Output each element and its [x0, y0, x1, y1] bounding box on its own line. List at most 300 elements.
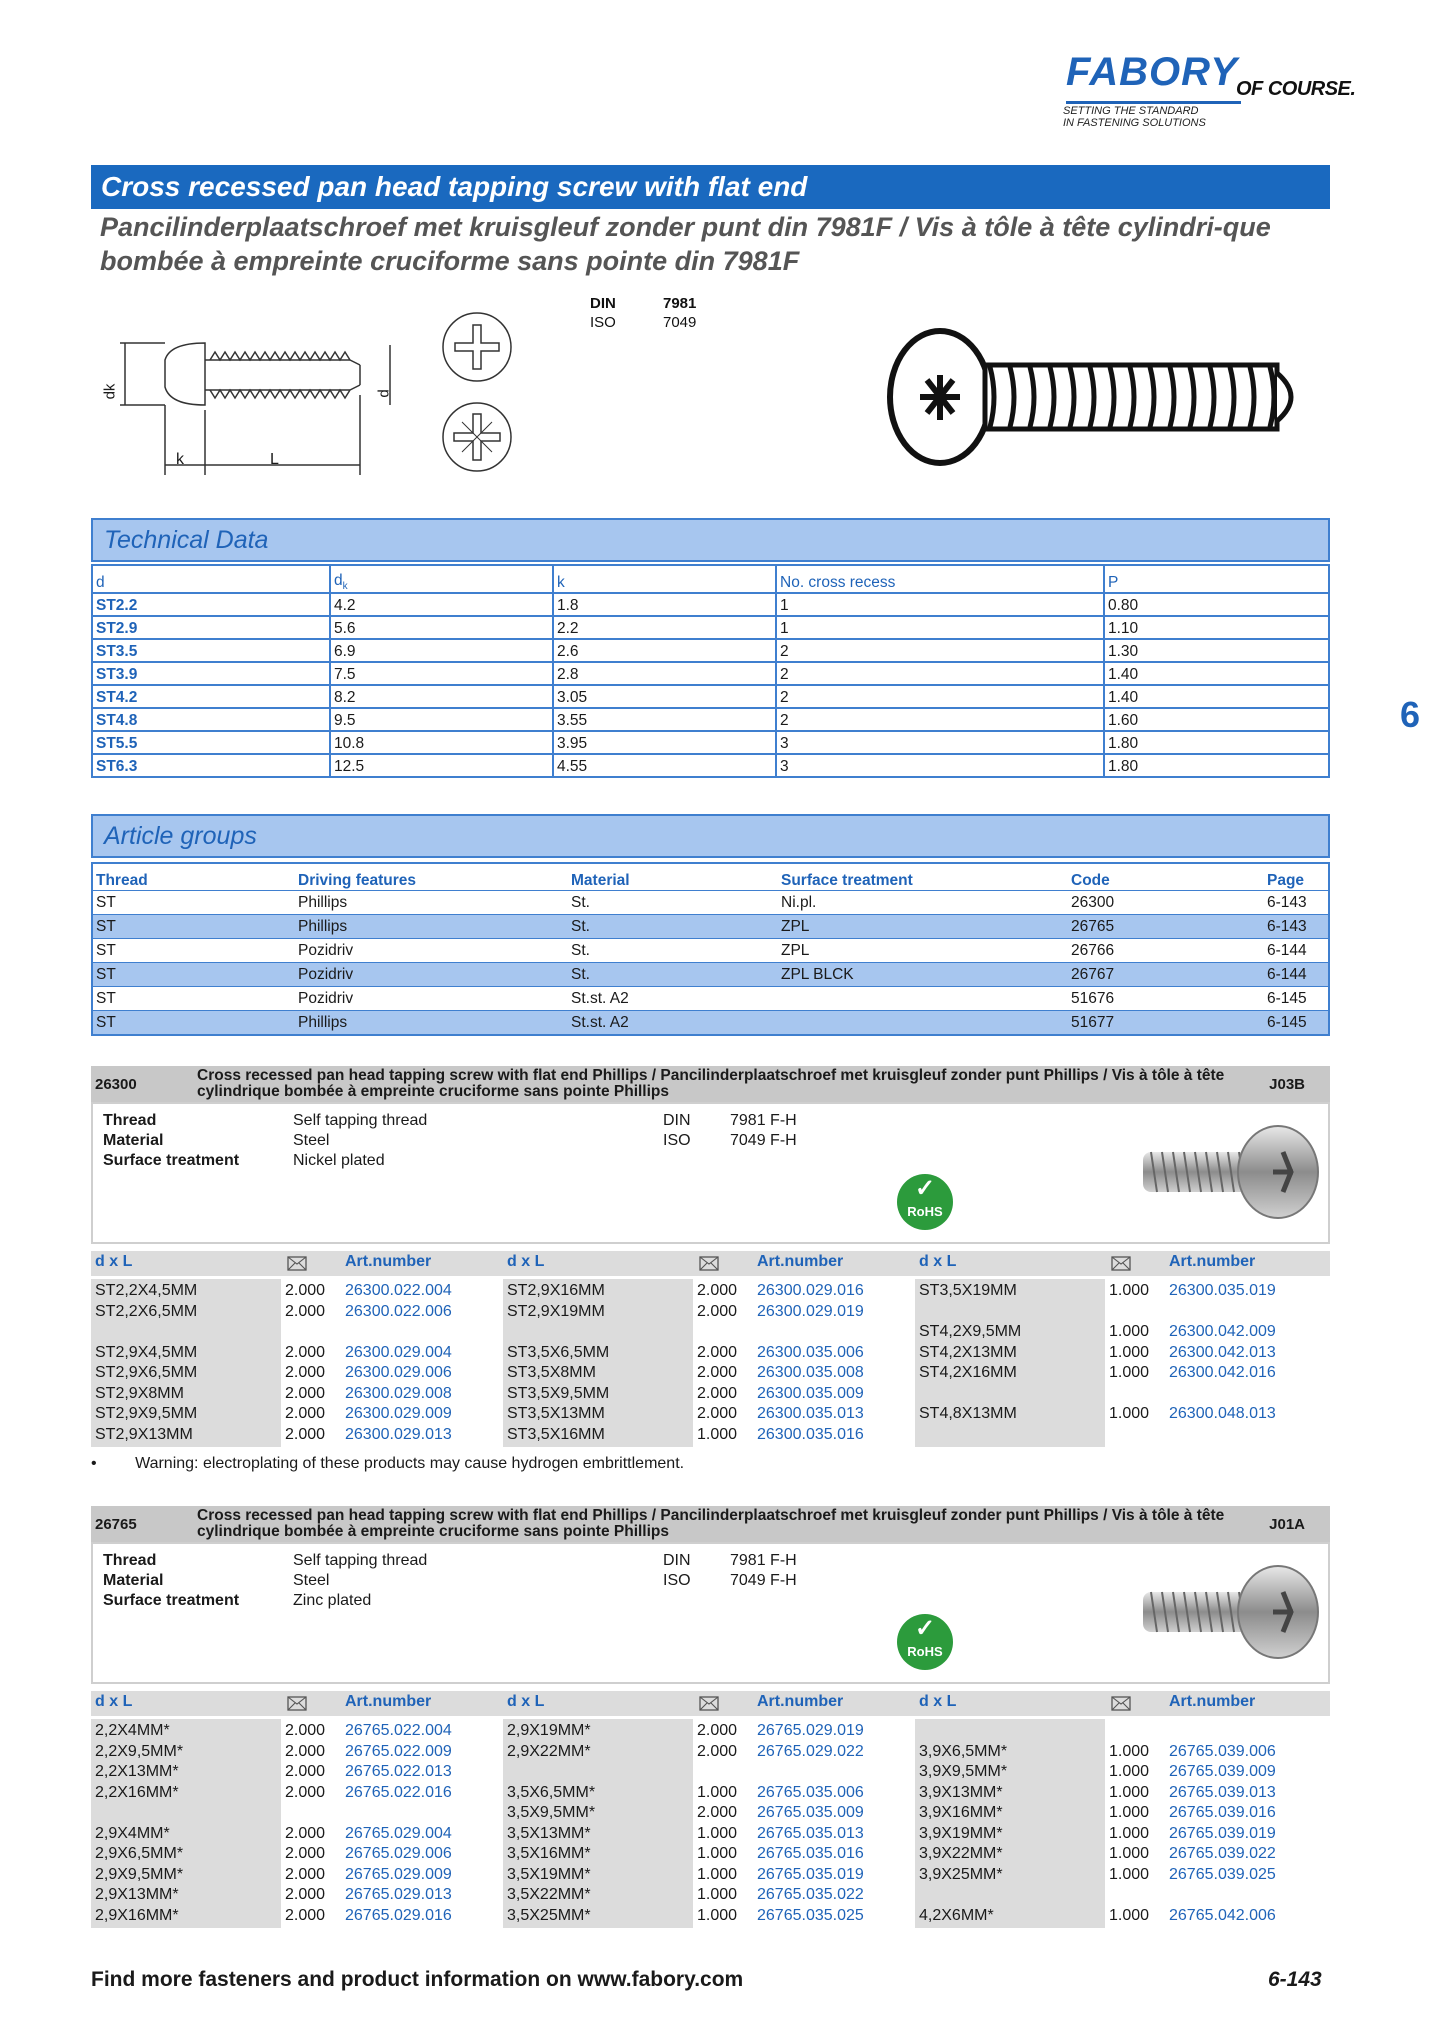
pack-quantity: 2.000 — [697, 1405, 738, 1422]
article-number-link[interactable]: 26300.035.019 — [1169, 1282, 1276, 1299]
size-value: 3,9X13MM* — [919, 1783, 1003, 1801]
article-number-link[interactable]: 26765.035.025 — [757, 1906, 864, 1924]
envelope-icon — [287, 1256, 307, 1276]
col-header-art-number: Art.number — [345, 1253, 432, 1270]
table-cell: 2 — [776, 685, 1104, 708]
article-number-link[interactable]: 26765.029.013 — [345, 1886, 452, 1903]
product-description: Cross recessed pan head tapping screw with flat end Phillips / Pancilinderplaatschroef met kruisgleuf zonder punt Phillips / Vis à tôle à tête cylindrique bombée à empreinte cruciforme sans pointe Phillips — [197, 1507, 1225, 1540]
size-value: 3,5X9,5MM* — [507, 1804, 596, 1821]
property-value: Self tapping thread — [293, 1552, 428, 1569]
article-row[interactable] — [91, 1762, 501, 1782]
pack-quantity: 2.000 — [285, 1742, 326, 1760]
col-header-dk-subscript: k — [342, 581, 348, 592]
table-cell: ZPL BLCK — [778, 963, 1068, 987]
article-number-link[interactable]: 26300.029.008 — [345, 1384, 452, 1402]
article-number-link[interactable]: 26765.039.016 — [1169, 1804, 1276, 1821]
size-value: 3,5X25MM* — [507, 1906, 591, 1924]
pack-quantity: 2.000 — [285, 1282, 326, 1299]
logo-underline — [1066, 101, 1241, 104]
iso-label: ISO — [590, 314, 616, 331]
envelope-icon — [1111, 1256, 1131, 1276]
article-number-link[interactable]: 26765.029.022 — [757, 1742, 864, 1760]
thread-size-cell: ST2.9 — [92, 616, 330, 639]
product-description: Cross recessed pan head tapping screw with flat end Phillips / Pancilinderplaatschroef met kruisgleuf zonder punt Phillips / Vis à tôle à tête cylindrique bombée à empreinte cruciforme sans pointe Phillips — [197, 1067, 1225, 1100]
thread-size-cell: ST3.9 — [92, 662, 330, 685]
col-header-dxl: d x L — [919, 1693, 957, 1710]
size-value: 2,9X16MM* — [95, 1906, 179, 1924]
product-photo — [1133, 1122, 1323, 1222]
table-cell: St.st. A2 — [568, 1011, 778, 1036]
col-header-material: Material — [568, 863, 778, 891]
pack-quantity: 2.000 — [285, 1405, 326, 1422]
size-value: ST4,8X13MM — [919, 1405, 1017, 1422]
size-value: 2,9X22MM* — [507, 1742, 591, 1760]
table-cell: 26767 — [1068, 963, 1264, 987]
size-value: 2,2X9,5MM* — [95, 1742, 184, 1760]
article-number-link[interactable]: 26300.029.006 — [345, 1364, 452, 1381]
article-row[interactable] — [503, 1844, 913, 1864]
article-number-link[interactable]: 26300.035.008 — [757, 1364, 864, 1381]
size-value: 2,2X4MM* — [95, 1722, 170, 1739]
pack-quantity: 1.000 — [1109, 1763, 1150, 1780]
table-cell: 5.6 — [330, 616, 553, 639]
article-number-link[interactable]: 26300.035.009 — [757, 1384, 864, 1402]
table-cell: ST — [92, 987, 295, 1011]
article-row[interactable] — [503, 1343, 913, 1363]
pack-quantity: 1.000 — [697, 1824, 738, 1842]
pack-quantity: 2.000 — [285, 1886, 326, 1903]
article-row[interactable] — [91, 1783, 501, 1803]
article-row[interactable] — [503, 1803, 913, 1823]
article-row[interactable] — [503, 1404, 913, 1424]
pack-quantity: 2.000 — [285, 1783, 326, 1801]
pack-quantity: 1.000 — [1109, 1282, 1150, 1299]
table-cell: Phillips — [295, 891, 568, 915]
pack-quantity: 1.000 — [697, 1845, 738, 1862]
pack-quantity: 1.000 — [1109, 1405, 1150, 1422]
rohs-label: RoHS — [907, 1644, 943, 1659]
table-row[interactable] — [92, 987, 1329, 1011]
table-cell: 6.9 — [330, 639, 553, 662]
size-value: 2,9X9,5MM* — [95, 1865, 184, 1883]
article-row[interactable] — [915, 1343, 1325, 1363]
article-number-link[interactable]: 26300.022.004 — [345, 1282, 452, 1299]
article-number-link[interactable]: 26300.042.013 — [1169, 1343, 1276, 1361]
norm-value: 7049 F-H — [730, 1132, 797, 1149]
size-value: 2,9X4MM* — [95, 1824, 170, 1842]
table-cell: 1.8 — [553, 593, 776, 616]
size-value: ST2,2X4,5MM — [95, 1282, 198, 1299]
table-cell: 1 — [776, 616, 1104, 639]
article-row[interactable] — [915, 1404, 1325, 1424]
page-title: Cross recessed pan head tapping screw with flat end — [91, 165, 1330, 209]
pack-quantity: 2.000 — [285, 1845, 326, 1862]
article-row[interactable] — [915, 1281, 1325, 1301]
table-cell: 2.6 — [553, 639, 776, 662]
table-cell: ST — [92, 963, 295, 987]
article-row[interactable] — [91, 1302, 501, 1322]
article-row[interactable] — [503, 1363, 913, 1383]
article-row[interactable] — [503, 1783, 913, 1803]
technical-drawing — [95, 305, 415, 485]
col-header-art-number: Art.number — [1169, 1693, 1256, 1710]
pack-quantity: 1.000 — [1109, 1804, 1150, 1821]
article-row[interactable] — [503, 1906, 913, 1926]
article-number-link[interactable]: 26300.042.009 — [1169, 1323, 1276, 1340]
article-number-link[interactable]: 26300.029.009 — [345, 1405, 452, 1422]
article-number-link[interactable]: 26300.029.004 — [345, 1343, 452, 1361]
technical-data-heading: Technical Data — [91, 518, 1330, 562]
table-cell: 6-143 — [1264, 891, 1329, 915]
table-cell: 3.55 — [553, 708, 776, 731]
pack-quantity: 1.000 — [697, 1865, 738, 1883]
article-number-link[interactable]: 26300.035.013 — [757, 1405, 864, 1422]
article-row[interactable] — [91, 1343, 501, 1363]
article-row[interactable] — [91, 1906, 501, 1926]
col-header-dk — [330, 565, 553, 593]
thread-size-cell: ST5.5 — [92, 731, 330, 754]
pack-quantity: 2.000 — [285, 1865, 326, 1883]
envelope-icon — [287, 1696, 307, 1716]
pack-quantity: 2.000 — [697, 1742, 738, 1760]
pack-quantity: 1.000 — [1109, 1845, 1150, 1862]
article-row[interactable] — [503, 1425, 913, 1445]
article-row[interactable] — [91, 1742, 501, 1762]
article-row[interactable] — [503, 1824, 913, 1844]
table-cell: 3 — [776, 754, 1104, 777]
table-cell: Pozidriv — [295, 987, 568, 1011]
table-cell: 4.2 — [330, 593, 553, 616]
col-header-dxl: d x L — [95, 1253, 133, 1270]
rohs-badge-icon: ✓ RoHS — [897, 1614, 953, 1670]
pack-quantity: 2.000 — [285, 1906, 326, 1924]
norm-value: 7981 F-H — [730, 1552, 797, 1569]
article-row[interactable] — [915, 1803, 1325, 1823]
article-number-link[interactable]: 26765.035.022 — [757, 1886, 864, 1903]
size-value: ST4,2X16MM — [919, 1364, 1017, 1381]
thread-size-cell: ST2.2 — [92, 593, 330, 616]
pack-quantity: 1.000 — [697, 1906, 738, 1924]
table-cell: 0.80 — [1104, 593, 1329, 616]
product-code: 26765 — [95, 1516, 137, 1533]
article-number-link[interactable]: 26765.029.016 — [345, 1906, 452, 1924]
article-number-link[interactable]: 26765.022.004 — [345, 1722, 452, 1739]
table-cell: Pozidriv — [295, 963, 568, 987]
size-value: 4,2X6MM* — [919, 1906, 994, 1924]
product-reference: J01A — [1269, 1516, 1305, 1533]
article-number-link[interactable]: 26765.035.019 — [757, 1865, 864, 1883]
article-row[interactable] — [91, 1721, 501, 1741]
article-number-link[interactable]: 26765.029.004 — [345, 1824, 452, 1842]
table-row — [92, 685, 1329, 708]
article-number-link[interactable]: 26300.029.016 — [757, 1282, 864, 1299]
article-row[interactable] — [915, 1844, 1325, 1864]
article-number-link[interactable]: 26765.035.016 — [757, 1845, 864, 1862]
size-value: 3,5X6,5MM* — [507, 1783, 596, 1801]
article-number-link[interactable]: 26765.042.006 — [1169, 1906, 1276, 1924]
table-cell: 3.95 — [553, 731, 776, 754]
pack-quantity: 1.000 — [1109, 1865, 1150, 1883]
col-header-dxl: d x L — [95, 1693, 133, 1710]
page-number: 6-143 — [1268, 1968, 1322, 1991]
table-row — [92, 708, 1329, 731]
article-number-link[interactable]: 26765.029.009 — [345, 1865, 452, 1883]
article-row[interactable] — [91, 1404, 501, 1424]
article-row[interactable] — [91, 1384, 501, 1404]
article-number-link[interactable]: 26765.039.013 — [1169, 1783, 1276, 1801]
table-cell: St. — [568, 939, 778, 963]
article-number-link[interactable]: 26765.039.009 — [1169, 1763, 1276, 1780]
product-photo — [1133, 1562, 1323, 1662]
table-row[interactable] — [92, 1011, 1329, 1036]
table-cell: St. — [568, 891, 778, 915]
article-number-link[interactable]: 26765.039.019 — [1169, 1824, 1276, 1842]
thread-size-cell: ST6.3 — [92, 754, 330, 777]
article-row[interactable] — [503, 1721, 913, 1741]
property-label: Material — [103, 1572, 164, 1589]
table-cell: 51676 — [1068, 987, 1264, 1011]
norm-value: 7981 F-H — [730, 1112, 797, 1129]
envelope-icon — [699, 1696, 719, 1716]
product-header-bar — [91, 1066, 1330, 1102]
table-cell: 2 — [776, 708, 1104, 731]
size-value: 2,2X16MM* — [95, 1783, 179, 1801]
table-cell: 12.5 — [330, 754, 553, 777]
thread-size-cell: ST3.5 — [92, 639, 330, 662]
size-value: ST3,5X8MM — [507, 1364, 596, 1381]
norm-label: ISO — [663, 1572, 691, 1589]
article-list-header — [91, 1251, 1330, 1276]
brand-logo: FABORY — [1066, 50, 1238, 94]
pack-quantity: 2.000 — [285, 1364, 326, 1381]
tagline-line-2: IN FASTENING SOLUTIONS — [1063, 117, 1206, 129]
envelope-icon — [699, 1256, 719, 1276]
size-value: ST2,9X6,5MM — [95, 1364, 198, 1381]
table-row — [92, 754, 1329, 777]
table-cell: 1.40 — [1104, 685, 1329, 708]
pack-quantity: 2.000 — [285, 1343, 326, 1361]
col-header-cross-recess: No. cross recess — [776, 565, 1104, 593]
footer-text: Find more fasteners and product information on www.fabory.com — [91, 1968, 744, 1991]
table-row[interactable] — [92, 963, 1329, 987]
product-reference: J03B — [1269, 1076, 1305, 1093]
property-label: Surface treatment — [103, 1592, 240, 1609]
tagline-line-1: SETTING THE STANDARD — [1063, 105, 1199, 117]
chapter-tab: 6 — [1400, 694, 1421, 735]
table-cell: 1.80 — [1104, 754, 1329, 777]
table-cell: 2.2 — [553, 616, 776, 639]
article-row[interactable] — [915, 1742, 1325, 1762]
article-row[interactable] — [915, 1363, 1325, 1383]
article-row[interactable] — [503, 1885, 913, 1905]
col-header-p: P — [1104, 565, 1329, 593]
size-value: ST2,9X9,5MM — [95, 1405, 198, 1422]
pack-quantity: 1.000 — [1109, 1364, 1150, 1381]
article-number-link[interactable]: 26300.029.013 — [345, 1425, 452, 1443]
table-cell: 1.60 — [1104, 708, 1329, 731]
envelope-icon — [1111, 1696, 1131, 1716]
size-value: 3,9X22MM* — [919, 1845, 1003, 1862]
article-number-link[interactable]: 26765.029.006 — [345, 1845, 452, 1862]
pack-quantity: 1.000 — [697, 1886, 738, 1903]
article-number-link[interactable]: 26765.029.019 — [757, 1722, 864, 1739]
article-row[interactable] — [503, 1742, 913, 1762]
table-cell: St.st. A2 — [568, 987, 778, 1011]
article-number-link[interactable]: 26765.039.022 — [1169, 1845, 1276, 1862]
col-header-art-number: Art.number — [757, 1253, 844, 1270]
table-cell: Pozidriv — [295, 939, 568, 963]
size-value: ST4,2X9,5MM — [919, 1323, 1022, 1340]
table-cell: 1 — [776, 593, 1104, 616]
article-row[interactable] — [91, 1844, 501, 1864]
property-value: Nickel plated — [293, 1152, 385, 1169]
table-cell: 3.05 — [553, 685, 776, 708]
table-cell: 1.30 — [1104, 639, 1329, 662]
warning-note — [91, 1455, 684, 1473]
article-groups-heading: Article groups — [91, 814, 1330, 858]
rohs-label: RoHS — [907, 1204, 943, 1219]
table-cell: 26300 — [1068, 891, 1264, 915]
pack-quantity: 2.000 — [285, 1425, 326, 1443]
pack-quantity: 2.000 — [697, 1384, 738, 1402]
article-number-link[interactable]: 26765.022.016 — [345, 1783, 452, 1801]
article-number-link[interactable]: 26300.029.019 — [757, 1302, 864, 1320]
table-cell: 51677 — [1068, 1011, 1264, 1036]
technical-data-table — [91, 564, 1330, 778]
table-cell: Phillips — [295, 1011, 568, 1036]
product-header-bar — [91, 1506, 1330, 1542]
table-cell: 3 — [776, 731, 1104, 754]
size-value: 3,5X13MM* — [507, 1824, 591, 1842]
size-value: 3,9X25MM* — [919, 1865, 1003, 1883]
article-row[interactable] — [915, 1906, 1325, 1926]
article-number-link[interactable]: 26300.022.006 — [345, 1302, 452, 1320]
warning-text: Warning: electroplating of these products may cause hydrogen embrittlement. — [135, 1455, 685, 1472]
table-cell: 6-143 — [1264, 915, 1329, 939]
property-value: Steel — [293, 1572, 330, 1589]
article-row[interactable] — [503, 1281, 913, 1301]
article-number-link[interactable]: 26765.035.006 — [757, 1783, 864, 1801]
size-value: ST3,5X6,5MM — [507, 1343, 610, 1361]
pack-quantity: 1.000 — [1109, 1824, 1150, 1842]
pack-quantity: 2.000 — [697, 1364, 738, 1381]
table-row[interactable] — [92, 891, 1329, 915]
brand-slogan: OF COURSE. — [1236, 78, 1356, 100]
size-value: 3,9X6,5MM* — [919, 1742, 1008, 1760]
dim-d-label: d — [375, 389, 393, 398]
col-header-art-number: Art.number — [1169, 1253, 1256, 1270]
size-value: 2,9X19MM* — [507, 1722, 591, 1739]
article-number-link[interactable]: 26765.022.013 — [345, 1763, 452, 1780]
size-value: 3,5X16MM* — [507, 1845, 591, 1862]
table-cell: 2 — [776, 662, 1104, 685]
table-cell: 26766 — [1068, 939, 1264, 963]
size-value: ST2,2X6,5MM — [95, 1302, 198, 1320]
size-value: 3,5X22MM* — [507, 1886, 591, 1903]
size-value: 3,9X9,5MM* — [919, 1763, 1008, 1780]
article-row[interactable] — [915, 1824, 1325, 1844]
col-header-page: Page — [1264, 863, 1329, 891]
pack-quantity: 1.000 — [697, 1783, 738, 1801]
article-row[interactable] — [91, 1425, 501, 1445]
property-label: Thread — [103, 1552, 157, 1569]
pack-quantity: 1.000 — [1109, 1906, 1150, 1924]
article-number-link[interactable]: 26765.039.025 — [1169, 1865, 1276, 1883]
table-cell: Ni.pl. — [778, 891, 1068, 915]
article-number-link[interactable]: 26300.035.006 — [757, 1343, 864, 1361]
table-header-row — [92, 863, 1329, 891]
article-number-link[interactable]: 26300.042.016 — [1169, 1364, 1276, 1381]
size-value: ST3,5X9,5MM — [507, 1384, 610, 1402]
size-value: 2,9X13MM* — [95, 1886, 179, 1903]
article-number-link[interactable]: 26765.039.006 — [1169, 1742, 1276, 1760]
table-cell: St. — [568, 915, 778, 939]
col-header-d: d — [92, 565, 330, 593]
screw-illustration — [885, 325, 1315, 475]
article-row[interactable] — [503, 1302, 913, 1322]
article-row[interactable] — [915, 1322, 1325, 1342]
article-row[interactable] — [91, 1281, 501, 1301]
col-header-driving: Driving features — [295, 863, 568, 891]
pack-quantity: 2.000 — [285, 1302, 326, 1320]
article-row[interactable] — [91, 1363, 501, 1383]
norm-label: ISO — [663, 1132, 691, 1149]
pack-quantity: 2.000 — [697, 1282, 738, 1299]
article-row[interactable] — [503, 1384, 913, 1404]
table-row[interactable] — [92, 939, 1329, 963]
article-row[interactable] — [915, 1783, 1325, 1803]
table-row[interactable] — [92, 915, 1329, 939]
table-cell: 6-145 — [1264, 987, 1329, 1011]
table-cell: 9.5 — [330, 708, 553, 731]
article-row[interactable] — [915, 1865, 1325, 1885]
table-cell: 7.5 — [330, 662, 553, 685]
pack-quantity: 2.000 — [285, 1824, 326, 1842]
pozidriv-recess-icon — [440, 400, 515, 475]
size-value: 2,2X13MM* — [95, 1763, 179, 1780]
article-number-link[interactable]: 26300.035.016 — [757, 1425, 864, 1443]
article-number-link[interactable]: 26765.035.009 — [757, 1804, 864, 1821]
article-row[interactable] — [91, 1865, 501, 1885]
property-label: Thread — [103, 1112, 157, 1129]
article-number-link[interactable]: 26765.022.009 — [345, 1742, 452, 1760]
table-row — [92, 639, 1329, 662]
pack-quantity: 1.000 — [697, 1425, 738, 1443]
article-number-link[interactable]: 26765.035.013 — [757, 1824, 864, 1842]
pack-quantity: 2.000 — [697, 1343, 738, 1361]
table-cell: Phillips — [295, 915, 568, 939]
product-code: 26300 — [95, 1076, 137, 1093]
article-row[interactable] — [915, 1762, 1325, 1782]
pack-quantity: 2.000 — [697, 1302, 738, 1320]
product-properties-box — [91, 1102, 1330, 1244]
col-header-k: k — [553, 565, 776, 593]
article-row[interactable] — [91, 1824, 501, 1844]
product-properties-box — [91, 1542, 1330, 1684]
din-label: DIN — [590, 295, 616, 312]
property-value: Zinc plated — [293, 1592, 372, 1609]
col-header-code: Code — [1068, 863, 1264, 891]
table-cell: ST — [92, 915, 295, 939]
article-row[interactable] — [503, 1865, 913, 1885]
article-row[interactable] — [91, 1885, 501, 1905]
dim-L-label: L — [270, 451, 279, 468]
table-row — [92, 616, 1329, 639]
size-value: ST2,9X16MM — [507, 1282, 605, 1299]
article-number-link[interactable]: 26300.048.013 — [1169, 1405, 1276, 1422]
thread-size-cell: ST4.2 — [92, 685, 330, 708]
table-row — [92, 662, 1329, 685]
